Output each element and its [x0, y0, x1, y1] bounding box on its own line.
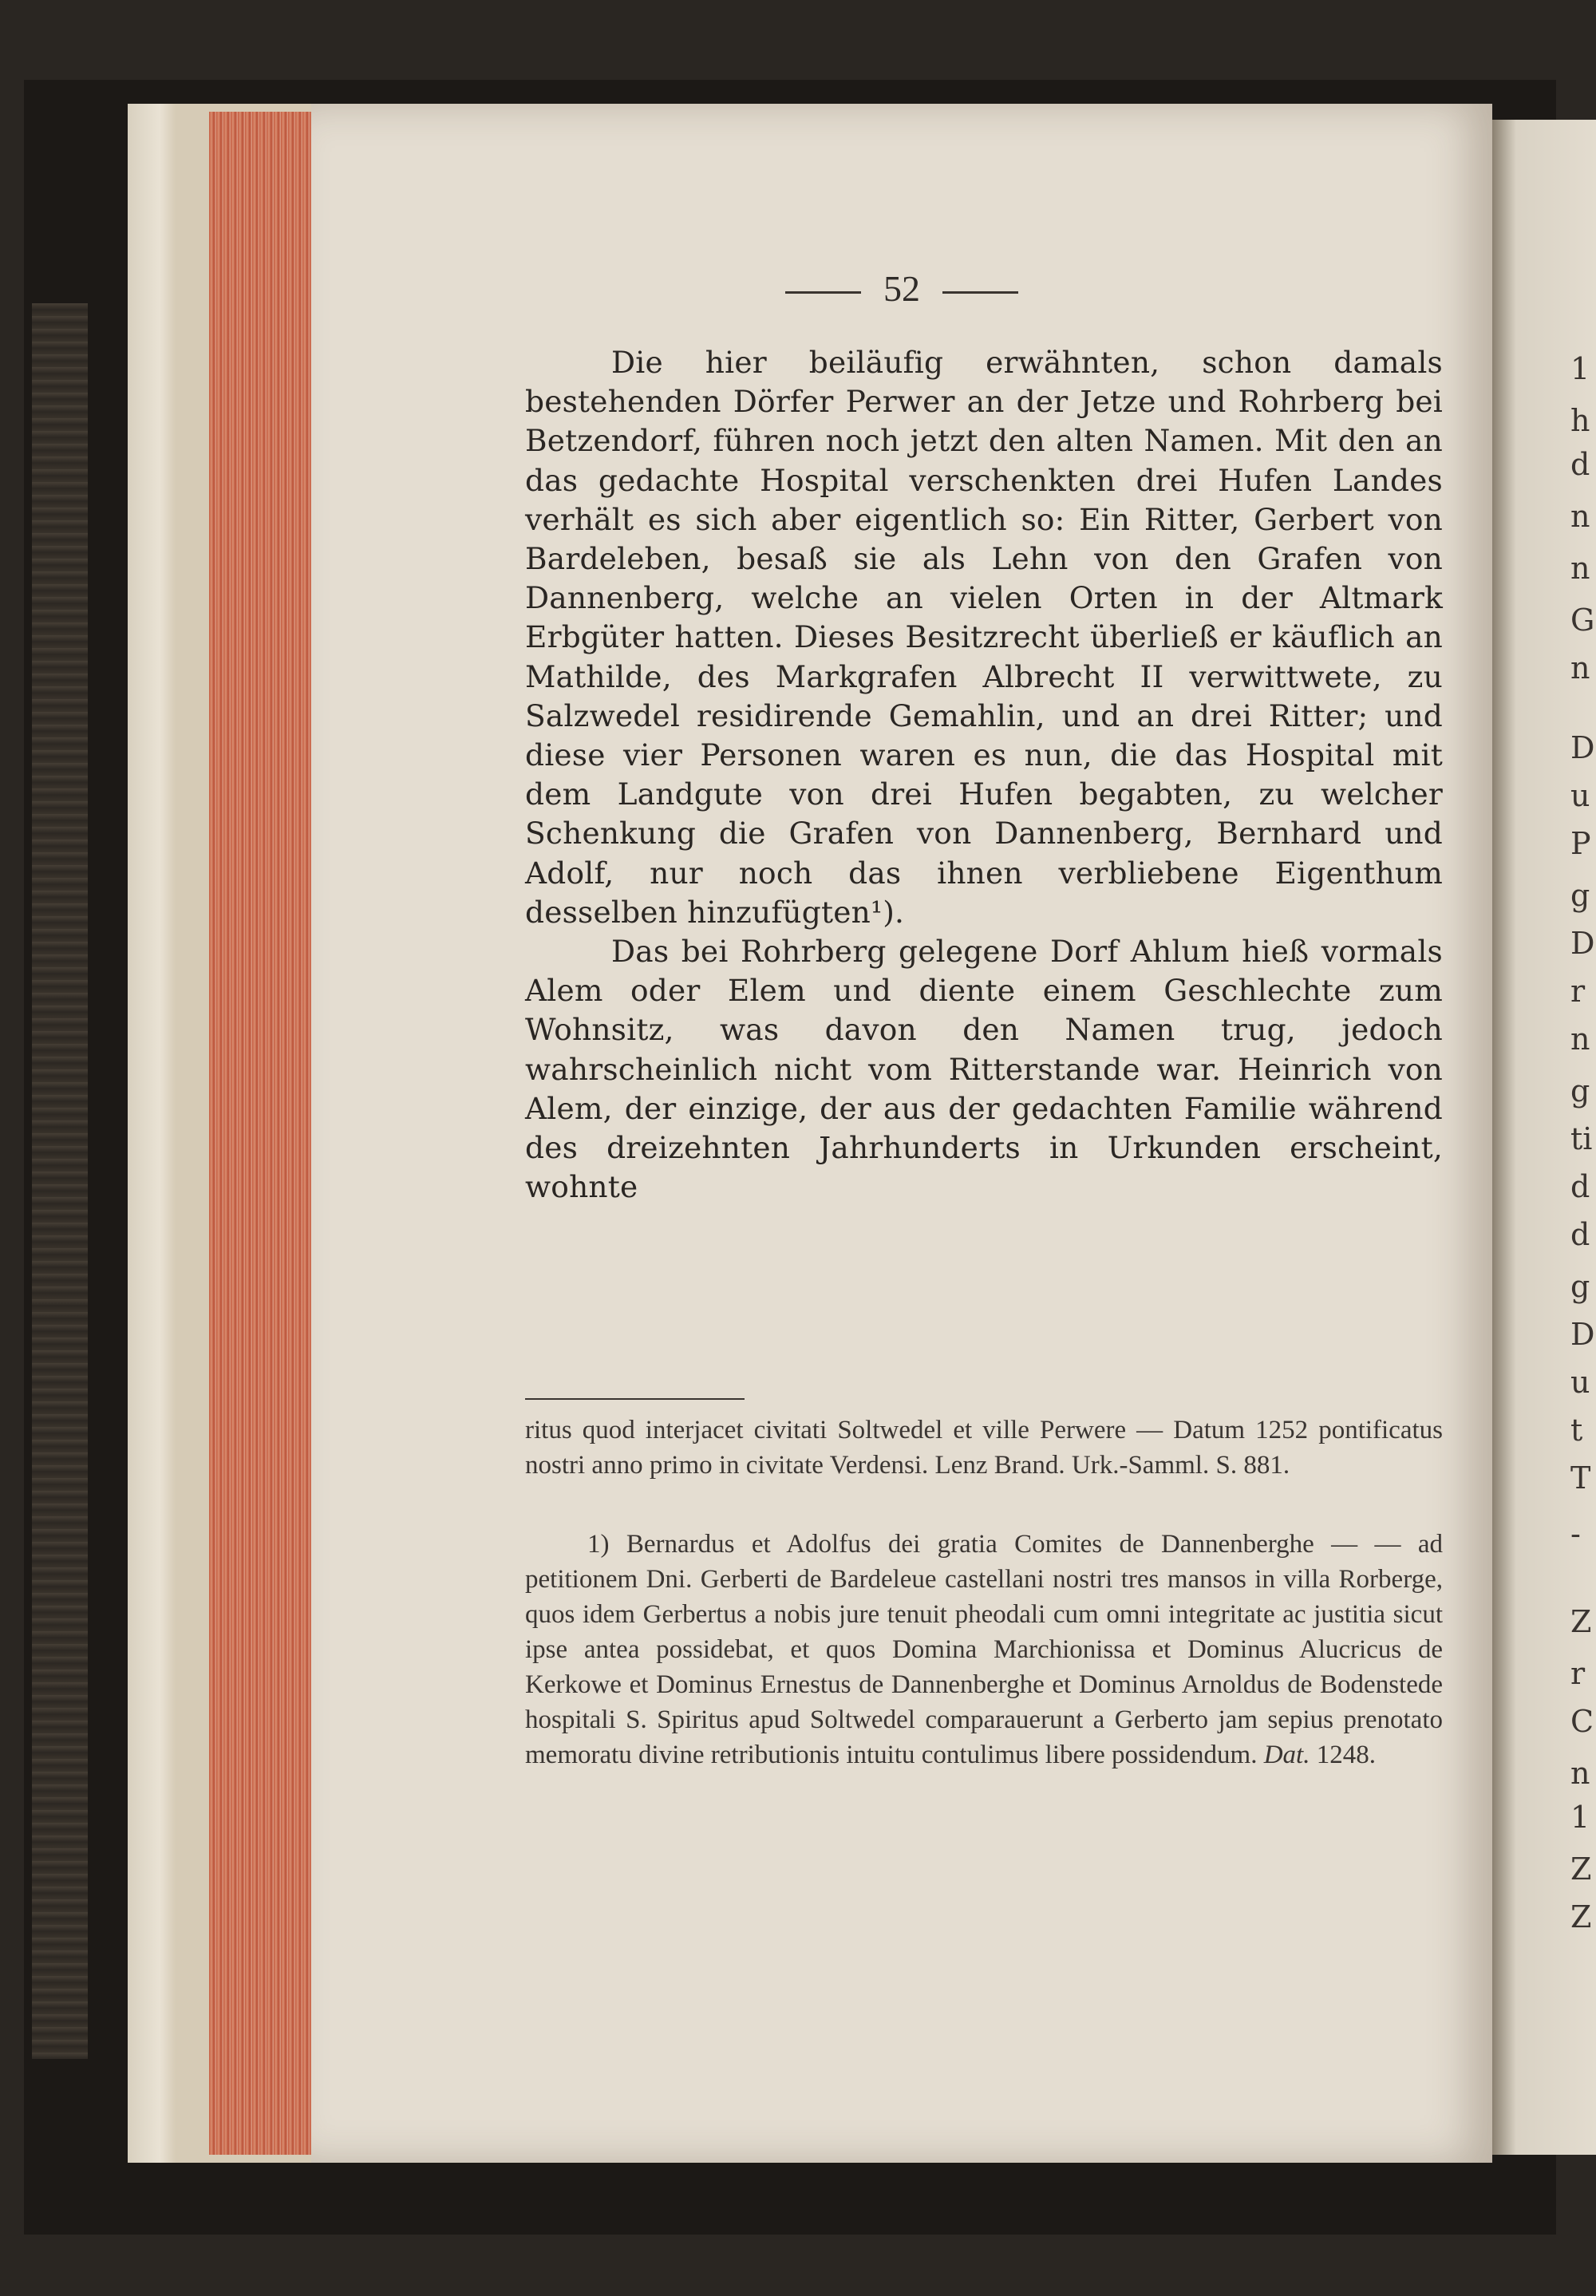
red-page-edge [209, 112, 313, 2155]
next-page-letter: G [1570, 603, 1595, 638]
next-page-letter: - [1570, 1516, 1581, 1551]
book-page [311, 104, 1492, 2163]
next-page-letter: ti [1570, 1121, 1593, 1156]
next-page-letter: r [1570, 974, 1586, 1009]
next-page-letter: C [1570, 1704, 1594, 1739]
next-page-letter: D [1570, 1317, 1595, 1352]
footnote-1-text: Bernardus et Adolfus dei gratia Comites de Dannenberghe — — ad petitionem Dni. Gerberti de Bardeleue castellani nostri tres mansos in villa Rorberge, quos idem Gerbertus a nobis jure tenuit pheodali cum omni integritate ac justitia sicut ipse antea possidebat, et quos Domina Marchionissa et Dominus Alucricus de Kerkowe et Dominus Ernestus de Dannenberghe et Dominus Arnoldus de Bodenstede hospitali S. Spiritus apud Soltwedel comparauerunt a Gerberto jam sepius prenotato memoratu divine retributionis intuitu contulimus libere possidendum. [525, 1530, 1444, 1769]
footnote-1-date: 1248. [1316, 1741, 1376, 1769]
next-page-letter: r [1570, 1656, 1586, 1691]
footnote-1-paragraph [525, 1527, 1443, 1772]
book-cover-edge [32, 303, 88, 2059]
footnote-1-marker: 1) [587, 1530, 610, 1559]
next-page-letter: t [1570, 1413, 1583, 1448]
next-page-letter: Z [1570, 1851, 1592, 1887]
next-page-letter: n [1570, 551, 1590, 586]
next-page-letter: g [1570, 1269, 1590, 1304]
next-page-letter: u [1570, 1365, 1590, 1400]
footnote-rule [525, 1398, 745, 1400]
next-page-letter: g [1570, 878, 1590, 913]
page-number-header [311, 267, 1492, 310]
next-page-letter: D [1570, 730, 1595, 765]
page-number: 52 [883, 268, 920, 309]
next-page-letter: h [1570, 403, 1590, 438]
dash-left [785, 291, 861, 294]
next-page-letter: T [1570, 1460, 1591, 1496]
next-page-letter: u [1570, 778, 1590, 813]
footnote-continuation-text: ritus quod interjacet civitati Soltwedel et ville Perwere — Datum 1252 pontificatus nostri anno primo in civitate Verdensi. Lenz Brand. Urk.-Samml. S. 881. [525, 1416, 1443, 1480]
footnote-continuation [525, 1413, 1443, 1483]
next-page-letter: Z [1570, 1604, 1592, 1639]
next-page-letter: n [1570, 1022, 1590, 1057]
paragraph-2: Das bei Rohrberg gelegene Dorf Ahlum hieß vormals Alem oder Elem und diente einem Geschlechte zum Wohnsitz, was davon den Namen trug, jedoch wahrscheinlich nicht vom Ritterstande war. Heinrich von Alem, der einzige, der aus der gedachten Familie während des dreizehnten Jahrhunderts in Urkunden erscheint, wohnte [525, 934, 1443, 1205]
next-page-letter: d [1570, 1169, 1590, 1204]
footnote-1 [525, 1527, 1443, 1772]
next-page-letter: n [1570, 1756, 1590, 1791]
next-page-letter: D [1570, 926, 1595, 961]
next-page-letter: n [1570, 650, 1590, 686]
next-page-letter: P [1570, 826, 1591, 861]
next-page-letter: d [1570, 1217, 1590, 1252]
dash-right [942, 291, 1018, 294]
next-page-letter: Z [1570, 1899, 1592, 1934]
main-text [525, 343, 1443, 1207]
next-page-letter: 1 [1570, 351, 1590, 386]
next-page-letter: g [1570, 1073, 1590, 1108]
footnote-1-date-label: Dat. [1263, 1741, 1310, 1769]
next-page-letter: 1 [1570, 1800, 1590, 1835]
next-page-letter: n [1570, 499, 1590, 534]
paragraph-1: Die hier beiläufig erwähnten, schon damals bestehenden Dörfer Perwer an der Jetze und Rohrberg bei Betzendorf, führen noch jetzt den alten Namen. Mit den an das gedachte Hospital verschenkten drei Hufen Landes verhält es sich aber eigentlich so: Ein Ritter, Gerbert von Bardeleben, besaß sie als Lehn von den Grafen von Dannenberg, welche an vielen Orten in der Altmark Erbgüter hatten. Dieses Besitzrecht überließ er käuflich an Mathilde, des Markgrafen Albrecht II verwittwete, zu Salzwedel residirende Gemahlin, und an drei Ritter; und diese vier Personen waren es nun, die das Hospital mit dem Landgute von drei Hufen begabten, zu welcher Schenkung die Grafen von Dannenberg, Bernhard und Adolf, nur noch das ihnen verbliebene Eigenthum desselben hinzufügten¹). [525, 345, 1443, 930]
next-page-letter: d [1570, 447, 1590, 482]
